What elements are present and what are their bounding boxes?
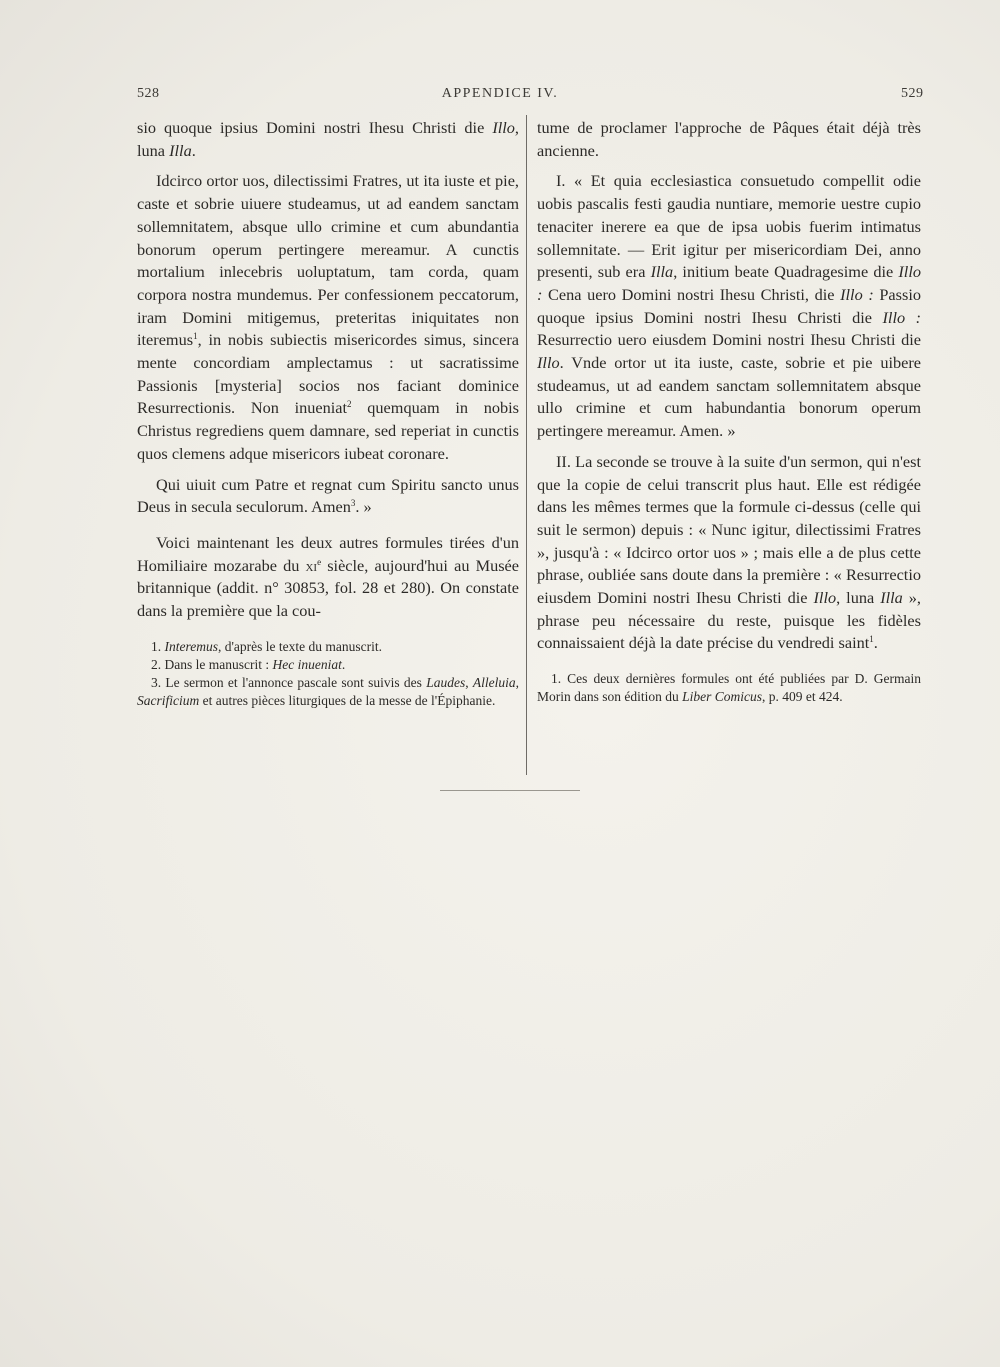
column-divider: [526, 115, 527, 775]
bleed-through-rule: [440, 790, 580, 791]
left-column: [137, 117, 519, 711]
page-number-right: 529: [901, 86, 924, 101]
footnote-3: 3. Le sermon et l'annonce pascale sont suivis des Laudes, Alleluia, Sacrificium et autres pièces liturgiques de la messe de l'Épiphanie.: [137, 675, 519, 709]
left-paragraph-1: sio quoque ipsius Domini nostri Ihesu Christi die Illo, luna Illa.: [137, 118, 519, 160]
right-column: [537, 117, 921, 707]
right-footnotes: [537, 670, 921, 706]
left-paragraph-2: Idcirco ortor uos, dilectissimi Fratres, ut ita iuste et pie, caste et sobrie uiuere studeamus, ut ad eandem sanctam sollemnitatem, absque ullo crimine et cum abundantia bonorum operum pertingere mereamur. A cunctis mortalium inlecebris uoluptatum, tam corda, quam corpora nostra mundemus. Per confessionem peccatorum, iram Domini mitigemus, preteritas iniquitates non iteremus$^1$, in nobis subiectis misericordes simus, sincera mente concordiam amplectamus : ut sacratissime Passionis [mysteria] socios nos faciant dominice Resurrectionis. Non inueniat$^2$ quemquam in nobis Christus regrediens quem damnare, sed reperiat in cunctis quos clemens adque misericors iubeat coronare.: [137, 171, 519, 463]
right-paragraph-3: II. La seconde se trouve à la suite d'un sermon, qui n'est que la copie de celui transcrit plus haut. Elle est rédigée dans les mêmes termes que la formule ci-dessus (celle qui suit le sermon) depuis : « Nunc igitur, dilectissimi Fratres », jusqu'à : « Idcirco ortor uos » ; mais elle a de plus cette phrase, oubliée sans doute dans la première : « Resurrectio eiusdem Domini nostri Ihesu Christi die Illo, luna Illa », phrase peu nécessaire du reste, puisque les fidèles connaissaient déjà la date précise du vendredi saint$^1$.: [537, 451, 921, 653]
right-paragraph-2: I. « Et quia ecclesiastica consuetudo compellit odie uobis pascalis festi gaudia nuntiare, memorie uestre cupio tenaciter inerere ea que de ipsa uobis fuerim intimatus sollemnitate. — Erit igitur per misericordiam Dei, anno presenti, sub era Illa, initium beate Quadragesime die Illo : Cena uero Domini nostri Ihesu Christi, die Illo : Passio quoque ipsius Domini nostri Ihesu Christi die Illo : Resurrectio uero eiusdem Domini nostri Ihesu Christi die Illo. Vnde ortor ut ita iuste, caste, sobrie et pie uibere studeamus, ut ad eandem sanctam sollemnitatem absque ullo crimine et cum habundantia bonorum operum pertingere mereamur. Amen. »: [537, 171, 921, 441]
footnote-2: 2. Dans le manuscrit : Hec inueniat.: [151, 656, 346, 672]
right-paragraph-1: tume de proclamer l'approche de Pâques était déjà très ancienne.: [537, 118, 921, 160]
left-footnotes: [137, 638, 519, 711]
page-number-left: 528: [137, 86, 160, 101]
left-paragraph-4: Voici maintenant les deux autres formules tirées d'un Homiliaire mozarabe du $xi^e$ siècle, aujourd'hui au Musée britannique (addit. n° 30853, fol. 28 et 280). On constate dans la première que la cou-: [137, 532, 519, 621]
running-title: APPENDICE IV.: [441, 86, 559, 101]
left-paragraph-3: Qui uiuit cum Patre et regnat cum Spiritu sancto unus Deus in secula seculorum. Amen$^3$. »: [137, 474, 519, 517]
footnote-right-1: 1. Ces deux dernières formules ont été publiées par D. Germain Morin dans son édition du Liber Comicus, p. 409 et 424.: [537, 671, 921, 705]
footnote-1: 1. Interemus, d'après le texte du manuscrit.: [151, 638, 383, 654]
